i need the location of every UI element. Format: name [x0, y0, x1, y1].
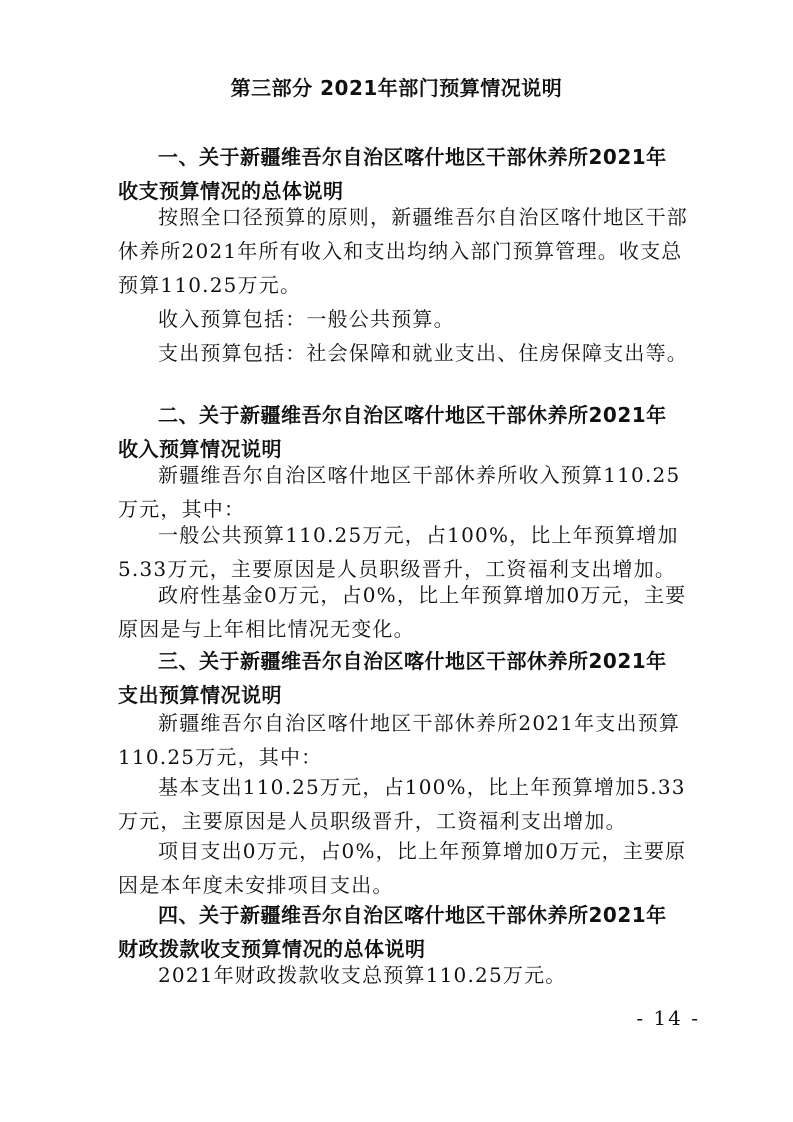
section-3-paragraph-2: 基本支出110.25万元，占100%，比上年预算增加5.33万元，主要原因是人员职级晋升，工资福利支出增加。	[118, 775, 686, 833]
section-3-heading: 三、关于新疆维吾尔自治区喀什地区干部休养所2021年支出预算情况说明	[118, 649, 667, 707]
section-2-paragraph-3: 政府性基金0万元，占0%，比上年预算增加0万元，主要原因是与上年相比情况无变化。	[118, 583, 687, 641]
section-1-paragraph-3: 支出预算包括：社会保障和就业支出、住房保障支出等。	[158, 341, 688, 365]
section-1-paragraph-1: 按照全口径预算的原则，新疆维吾尔自治区喀什地区干部休养所2021年所有收入和支出均纳入部门预算管理。收支总预算110.25万元。	[118, 205, 688, 297]
page-title: 第三部分 2021年部门预算情况说明	[230, 76, 563, 100]
section-3-paragraph-3: 项目支出0万元，占0%，比上年预算增加0万元，主要原因是本年度未安排项目支出。	[118, 839, 687, 897]
section-2-paragraph-2: 一般公共预算110.25万元，占100%，比上年预算增加5.33万元，主要原因是人员职级晋升，工资福利支出增加。	[118, 523, 679, 581]
section-4-heading: 四、关于新疆维吾尔自治区喀什地区干部休养所2021年财政拨款收支预算情况的总体说明	[118, 903, 667, 961]
page-number: - 14 -	[636, 1006, 700, 1030]
section-2-heading: 二、关于新疆维吾尔自治区喀什地区干部休养所2021年收入预算情况说明	[118, 403, 667, 461]
section-1-paragraph-2: 收入预算包括：一般公共预算。	[158, 307, 455, 331]
section-1-heading: 一、关于新疆维吾尔自治区喀什地区干部休养所2021年收支预算情况的总体说明	[118, 145, 667, 203]
section-2-paragraph-1: 新疆维吾尔自治区喀什地区干部休养所收入预算110.25万元，其中：	[118, 463, 681, 521]
section-3-paragraph-1: 新疆维吾尔自治区喀什地区干部休养所2021年支出预算110.25万元，其中：	[118, 711, 681, 769]
section-4-paragraph-1: 2021年财政拨款收支总预算110.25万元。	[158, 963, 567, 987]
